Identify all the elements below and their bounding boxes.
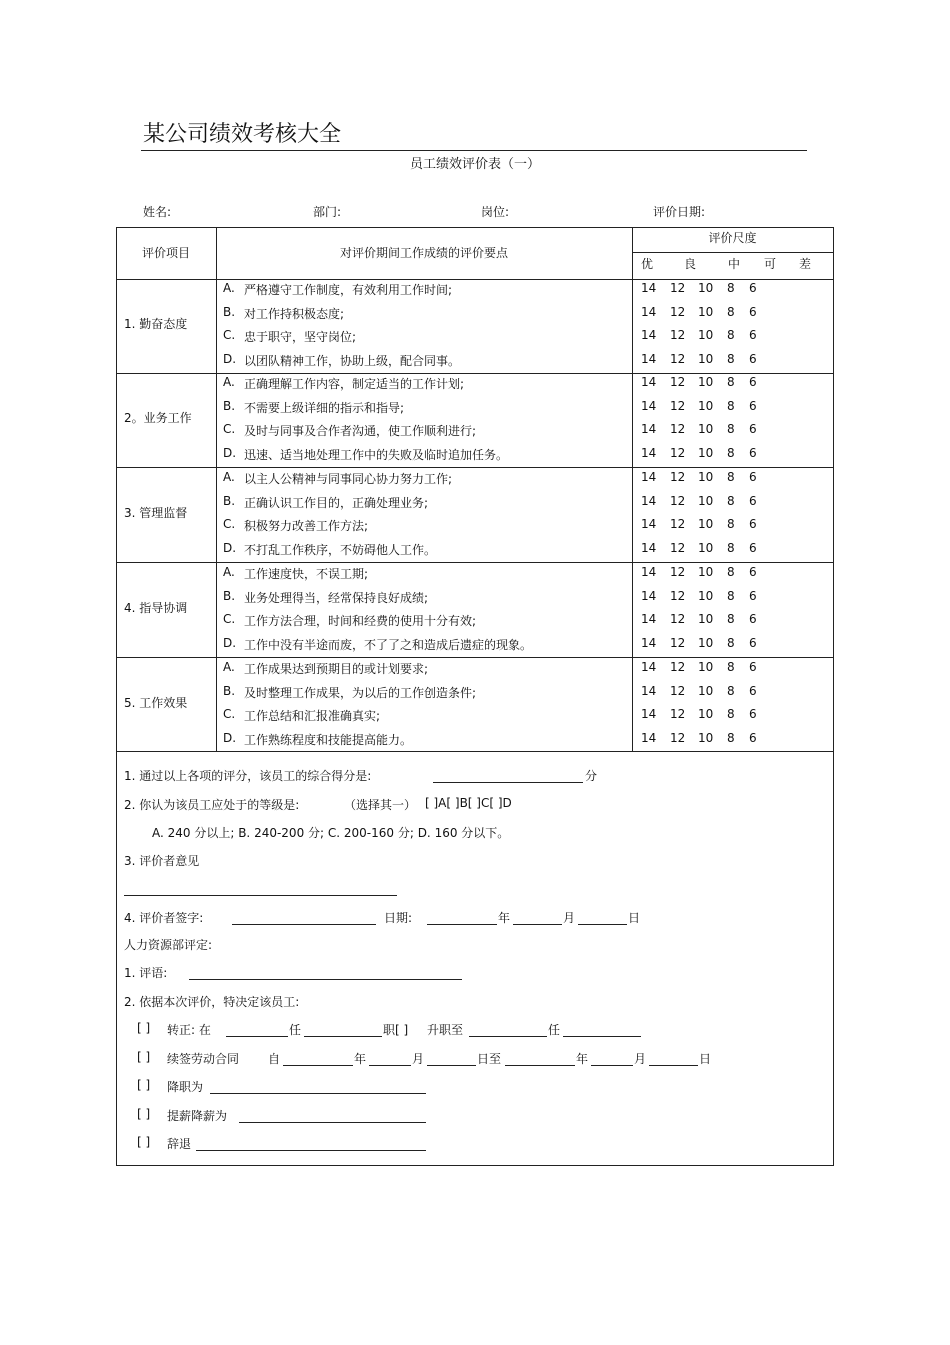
score-option[interactable]: 8 (727, 446, 735, 460)
signature-month-blank[interactable] (513, 924, 562, 925)
header-evaluation-points: 对评价期间工作成绩的评价要点 (339, 246, 508, 260)
criterion-letter: B. (223, 684, 236, 698)
criterion-text: 工作成果达到预期目的或计划要求; (244, 662, 429, 676)
score-option[interactable]: 10 (698, 589, 714, 603)
header-evaluation-item: 评价项目 (141, 246, 190, 260)
criterion-text: 工作总结和汇报准确真实; (244, 709, 381, 723)
score-option[interactable]: 10 (698, 422, 714, 436)
form-title: 员工绩效评价表（一） (409, 157, 540, 172)
confirm-checkbox[interactable]: [ ] (137, 1021, 151, 1035)
score-option[interactable]: 6 (749, 422, 757, 436)
score-option[interactable]: 10 (698, 517, 714, 531)
score-option[interactable]: 12 (670, 399, 686, 413)
row-divider (116, 562, 833, 563)
score-option[interactable]: 8 (727, 707, 735, 721)
score-option[interactable]: 12 (670, 281, 686, 295)
score-option[interactable]: 8 (727, 565, 735, 579)
criterion-letter: C. (223, 612, 236, 626)
renew-to-month-label: 月 (634, 1052, 647, 1066)
score-option[interactable]: 10 (698, 352, 714, 366)
score-option[interactable]: 12 (670, 565, 686, 579)
criterion-text: 工作速度快，不误工期; (244, 567, 369, 581)
promote-checkbox[interactable]: 职[ ] (383, 1023, 409, 1037)
criterion-letter: C. (223, 707, 236, 721)
title-divider (141, 150, 807, 151)
scale-header-divider (632, 252, 833, 253)
department-field-label: 部门: (313, 205, 342, 219)
score-option[interactable]: 6 (749, 565, 757, 579)
total-score-unit: 分 (585, 769, 598, 783)
section-name: 1. 勤奋态度 (124, 317, 188, 331)
renew-from-month-blank[interactable] (369, 1065, 411, 1066)
score-option[interactable]: 6 (749, 281, 757, 295)
renew-to-year-label: 年 (576, 1052, 589, 1066)
score-option[interactable]: 6 (749, 399, 757, 413)
criterion-letter: B. (223, 589, 236, 603)
score-option[interactable]: 6 (749, 328, 757, 342)
score-option[interactable]: 12 (670, 305, 686, 319)
evaluator-signature-label: 4. 评价者签字: (124, 911, 204, 925)
criterion-text: 不需要上级详细的指示和指导; (244, 401, 405, 415)
score-option[interactable]: 12 (670, 422, 686, 436)
section-name: 5. 工作效果 (124, 696, 188, 710)
dismiss-checkbox[interactable]: [ ] (137, 1135, 151, 1149)
criterion-text: 及时与同事及合作者沟通，使工作顺利进行; (244, 424, 477, 438)
score-option[interactable]: 12 (670, 636, 686, 650)
criterion-letter: D. (223, 541, 237, 555)
score-option[interactable]: 10 (698, 612, 714, 626)
score-option[interactable]: 14 (641, 541, 657, 555)
score-option[interactable]: 14 (641, 589, 657, 603)
evaluator-opinion-label: 3. 评价者意见 (124, 854, 200, 868)
signature-day-blank[interactable] (578, 924, 627, 925)
column-divider (216, 227, 217, 751)
score-option[interactable]: 6 (749, 517, 757, 531)
name-field-label: 姓名: (143, 205, 172, 219)
score-option[interactable]: 8 (727, 660, 735, 674)
criterion-letter: C. (223, 328, 236, 342)
promote-position-blank[interactable] (563, 1036, 641, 1037)
score-option[interactable]: 6 (749, 636, 757, 650)
score-option[interactable]: 14 (641, 612, 657, 626)
score-option[interactable]: 8 (727, 305, 735, 319)
confirm-label: 转正: 在 (167, 1023, 211, 1037)
grade-average: 中 (728, 257, 741, 271)
document-title: 某公司绩效考核大全 (143, 122, 342, 147)
signature-year-label: 年 (498, 911, 511, 925)
score-option[interactable]: 6 (749, 612, 757, 626)
row-divider (116, 373, 833, 374)
score-option[interactable]: 14 (641, 684, 657, 698)
score-option[interactable]: 8 (727, 612, 735, 626)
signature-day-label: 日 (628, 911, 641, 925)
evaluator-opinion-blank[interactable] (124, 895, 397, 896)
score-option[interactable]: 6 (749, 494, 757, 508)
salary-to-blank[interactable] (239, 1122, 426, 1123)
grade-options[interactable]: [ ]A[ ]B[ ]C[ ]D (425, 796, 512, 810)
score-option[interactable]: 10 (698, 565, 714, 579)
score-option[interactable]: 14 (641, 399, 657, 413)
score-option[interactable]: 10 (698, 731, 714, 745)
promote-label: 升职至 (427, 1023, 464, 1037)
score-option[interactable]: 12 (670, 612, 686, 626)
criterion-text: 严格遵守工作制度，有效利用工作时间; (244, 283, 453, 297)
criterion-letter: B. (223, 399, 236, 413)
row-divider (116, 751, 833, 752)
total-score-blank[interactable] (433, 782, 583, 783)
renew-to-year-blank[interactable] (505, 1065, 575, 1066)
row-divider (116, 467, 833, 468)
renew-from-day-blank[interactable] (427, 1065, 476, 1066)
column-divider (632, 227, 633, 751)
position-field-label: 岗位: (481, 205, 510, 219)
score-option[interactable]: 14 (641, 352, 657, 366)
score-option[interactable]: 10 (698, 328, 714, 342)
score-option[interactable]: 12 (670, 470, 686, 484)
score-option[interactable]: 6 (749, 352, 757, 366)
criterion-letter: D. (223, 731, 237, 745)
criterion-letter: B. (223, 305, 236, 319)
score-option[interactable]: 8 (727, 684, 735, 698)
grade-excellent: 优 (641, 257, 654, 271)
score-option[interactable]: 10 (698, 636, 714, 650)
grade-choose-one: （选择其一） (344, 798, 417, 812)
score-option[interactable]: 12 (670, 589, 686, 603)
score-option[interactable]: 10 (698, 541, 714, 555)
row-divider (116, 657, 833, 658)
demote-checkbox[interactable]: [ ] (137, 1078, 151, 1092)
score-option[interactable]: 10 (698, 281, 714, 295)
salary-label: 提薪降薪为 (167, 1109, 228, 1123)
demote-label: 降职为 (167, 1080, 204, 1094)
score-option[interactable]: 10 (698, 707, 714, 721)
confirm-ren-label: 任 (289, 1023, 302, 1037)
score-option[interactable]: 8 (727, 470, 735, 484)
criterion-text: 工作中没有半途而废，不了了之和造成后遗症的现象。 (244, 638, 533, 652)
renew-label: 续签劳动合同 (167, 1052, 240, 1066)
score-option[interactable]: 12 (670, 446, 686, 460)
renew-from-month-label: 月 (412, 1052, 425, 1066)
criterion-letter: A. (223, 375, 235, 389)
grade-good: 良 (684, 257, 697, 271)
score-option[interactable]: 10 (698, 446, 714, 460)
score-option[interactable]: 8 (727, 422, 735, 436)
score-option[interactable]: 8 (727, 636, 735, 650)
score-option[interactable]: 8 (727, 494, 735, 508)
score-option[interactable]: 12 (670, 541, 686, 555)
renew-to-day-blank[interactable] (649, 1065, 698, 1066)
evaluator-signature-blank[interactable] (232, 924, 376, 925)
score-option[interactable]: 6 (749, 541, 757, 555)
score-option[interactable]: 14 (641, 494, 657, 508)
signature-date-label: 日期: (384, 911, 413, 925)
score-option[interactable]: 6 (749, 684, 757, 698)
section-name: 3. 管理监督 (124, 506, 188, 520)
hr-decision-label: 2. 依据本次评价，特决定该员工: (124, 995, 300, 1009)
criterion-text: 业务处理得当，经常保持良好成绩; (244, 591, 429, 605)
criterion-letter: D. (223, 352, 237, 366)
criterion-text: 积极努力改善工作方法; (244, 519, 369, 533)
score-option[interactable]: 10 (698, 684, 714, 698)
score-option[interactable]: 8 (727, 517, 735, 531)
hr-comment-blank[interactable] (189, 979, 462, 980)
criterion-text: 以主人公精神与同事同心协力努力工作; (244, 472, 453, 486)
grade-ranges: A. 240 分以上; B. 240-200 分; C. 200-160 分; D. 160 分以下。 (152, 826, 510, 840)
score-option[interactable]: 8 (727, 281, 735, 295)
score-option[interactable]: 12 (670, 707, 686, 721)
criterion-text: 及时整理工作成果，为以后的工作创造条件; (244, 686, 477, 700)
total-score-label: 1. 通过以上各项的评分，该员工的综合得分是: (124, 769, 372, 783)
criterion-text: 正确理解工作内容，制定适当的工作计划; (244, 377, 465, 391)
score-option[interactable]: 14 (641, 660, 657, 674)
header-evaluation-scale: 评价尺度 (708, 231, 757, 245)
salary-checkbox[interactable]: [ ] (137, 1107, 151, 1121)
criterion-letter: A. (223, 660, 235, 674)
renew-from-year-label: 年 (354, 1052, 367, 1066)
score-option[interactable]: 14 (641, 446, 657, 460)
demote-to-blank[interactable] (210, 1093, 426, 1094)
score-option[interactable]: 14 (641, 517, 657, 531)
score-option[interactable]: 14 (641, 470, 657, 484)
grade-poor: 差 (799, 257, 812, 271)
promote-ren-label: 任 (548, 1023, 561, 1037)
dismiss-label: 辞退 (167, 1137, 192, 1151)
score-option[interactable]: 10 (698, 375, 714, 389)
score-option[interactable]: 6 (749, 660, 757, 674)
score-option[interactable]: 6 (749, 707, 757, 721)
score-option[interactable]: 8 (727, 731, 735, 745)
dismiss-blank[interactable] (196, 1150, 426, 1151)
score-option[interactable]: 8 (727, 352, 735, 366)
score-option[interactable]: 12 (670, 328, 686, 342)
confirm-from-blank[interactable] (226, 1036, 288, 1037)
criterion-letter: A. (223, 565, 235, 579)
score-option[interactable]: 14 (641, 731, 657, 745)
criterion-text: 忠于职守，坚守岗位; (244, 330, 357, 344)
score-option[interactable]: 6 (749, 731, 757, 745)
score-option[interactable]: 12 (670, 684, 686, 698)
renew-from-year-blank[interactable] (283, 1065, 353, 1066)
score-option[interactable]: 8 (727, 375, 735, 389)
score-option[interactable]: 10 (698, 305, 714, 319)
confirm-position-blank[interactable] (304, 1036, 382, 1037)
score-option[interactable]: 14 (641, 375, 657, 389)
signature-year-blank[interactable] (427, 924, 497, 925)
criterion-letter: A. (223, 281, 235, 295)
score-option[interactable]: 6 (749, 470, 757, 484)
score-option[interactable]: 6 (749, 446, 757, 460)
score-option[interactable]: 14 (641, 565, 657, 579)
score-option[interactable]: 8 (727, 399, 735, 413)
score-option[interactable]: 6 (749, 305, 757, 319)
hr-assessment-title: 人力资源部评定: (124, 938, 213, 952)
score-option[interactable]: 14 (641, 328, 657, 342)
score-option[interactable]: 8 (727, 541, 735, 555)
score-option[interactable]: 14 (641, 707, 657, 721)
criterion-text: 不打乱工作秩序，不妨碍他人工作。 (244, 543, 437, 557)
renew-to-day-label: 日 (699, 1052, 712, 1066)
score-option[interactable]: 12 (670, 660, 686, 674)
grade-fair: 可 (764, 257, 777, 271)
criterion-text: 正确认识工作目的，正确处理业务; (244, 496, 429, 510)
score-option[interactable]: 8 (727, 589, 735, 603)
score-option[interactable]: 14 (641, 305, 657, 319)
row-divider (116, 279, 833, 280)
hr-comment-label: 1. 评语: (124, 966, 168, 980)
criterion-text: 对工作持积极态度; (244, 307, 345, 321)
grade-question-label: 2. 你认为该员工应处于的等级是: (124, 798, 300, 812)
score-option[interactable]: 6 (749, 375, 757, 389)
renew-from-label: 自 (268, 1052, 281, 1066)
score-option[interactable]: 6 (749, 589, 757, 603)
criterion-text: 工作熟练程度和技能提高能力。 (244, 733, 413, 747)
criterion-letter: D. (223, 446, 237, 460)
score-option[interactable]: 14 (641, 281, 657, 295)
criterion-letter: D. (223, 636, 237, 650)
criterion-text: 以团队精神工作，协助上级，配合同事。 (244, 354, 461, 368)
criterion-text: 迅速、适当地处理工作中的失败及临时追加任务。 (244, 448, 509, 462)
criterion-letter: C. (223, 422, 236, 436)
renew-checkbox[interactable]: [ ] (137, 1050, 151, 1064)
renew-to-month-blank[interactable] (591, 1065, 633, 1066)
score-option[interactable]: 10 (698, 660, 714, 674)
score-option[interactable]: 12 (670, 731, 686, 745)
score-option[interactable]: 8 (727, 328, 735, 342)
score-option[interactable]: 10 (698, 470, 714, 484)
criterion-letter: A. (223, 470, 235, 484)
score-option[interactable]: 12 (670, 352, 686, 366)
criterion-text: 工作方法合理，时间和经费的使用十分有效; (244, 614, 477, 628)
score-option[interactable]: 14 (641, 422, 657, 436)
score-option[interactable]: 12 (670, 494, 686, 508)
renew-to-label: 日至 (477, 1052, 502, 1066)
score-option[interactable]: 10 (698, 399, 714, 413)
section-name: 4. 指导协调 (124, 601, 188, 615)
evaluation-date-label: 评价日期: (653, 205, 706, 219)
score-option[interactable]: 12 (670, 517, 686, 531)
score-option[interactable]: 12 (670, 375, 686, 389)
section-name: 2。业务工作 (124, 411, 192, 425)
criterion-letter: B. (223, 494, 236, 508)
score-option[interactable]: 10 (698, 494, 714, 508)
signature-month-label: 月 (563, 911, 576, 925)
score-option[interactable]: 14 (641, 636, 657, 650)
promote-to-blank[interactable] (469, 1036, 547, 1037)
criterion-letter: C. (223, 517, 236, 531)
